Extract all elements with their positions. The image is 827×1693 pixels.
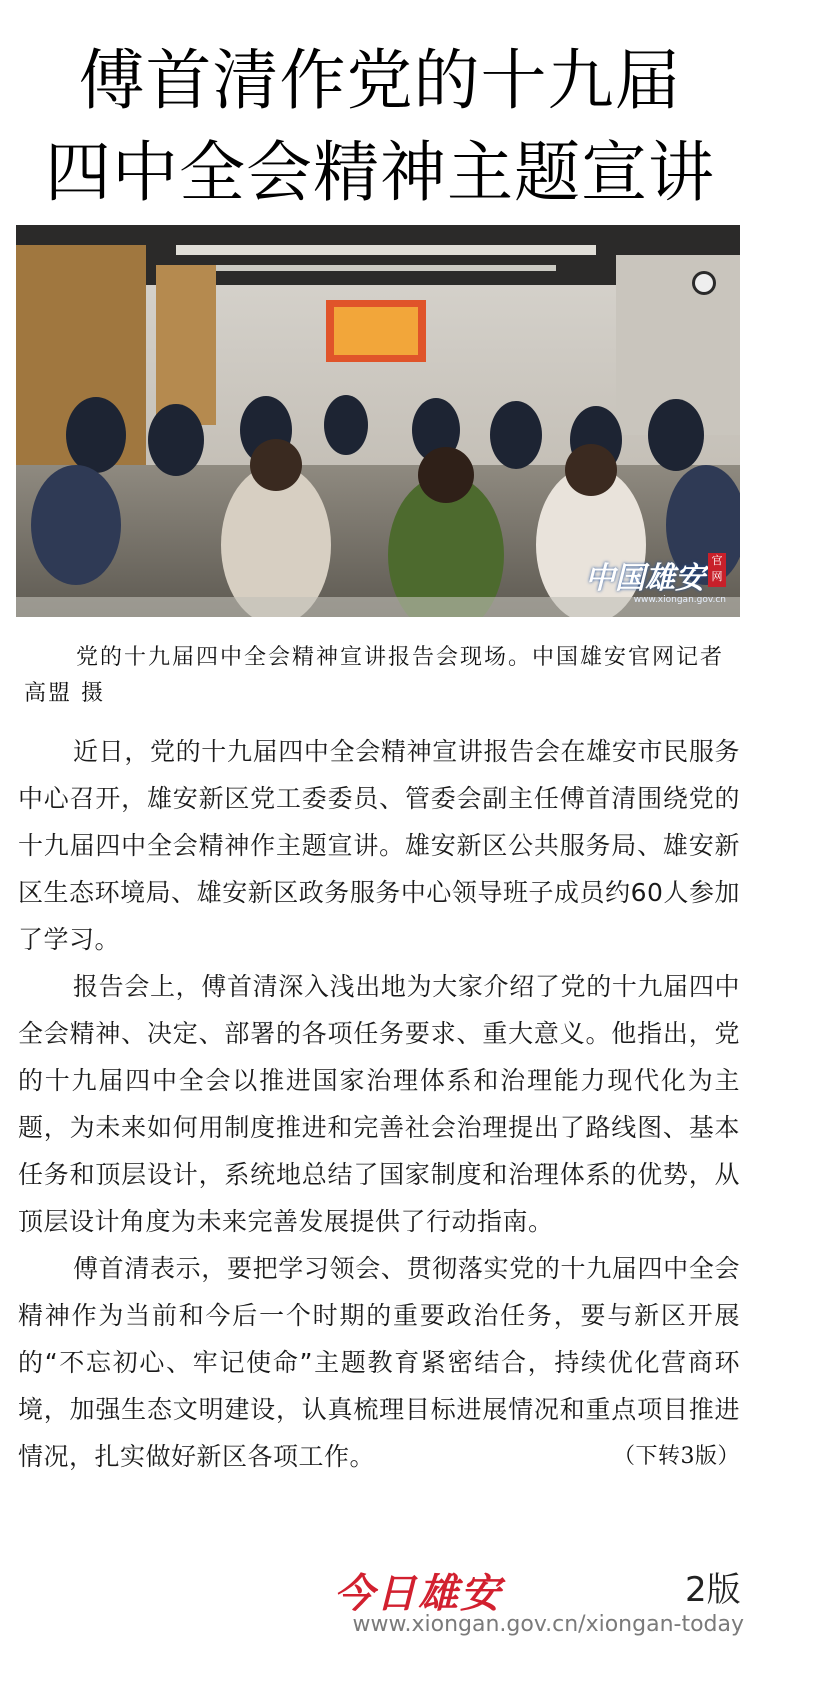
article-body	[18, 728, 740, 1480]
watermark-logo-text: 中国雄安	[585, 561, 705, 596]
news-photo	[16, 225, 740, 617]
paragraph-1: 近日，党的十九届四中全会精神宣讲报告会在雄安市民服务中心召开，雄安新区党工委委员、管委会副主任傅首清围绕党的十九届四中全会精神作主题宣讲。雄安新区公共服务局、雄安新区生态环境局、雄安新区政务服务中心领导班子成员约60人参加了学习。	[18, 737, 740, 954]
newspaper-brand: 今日雄安	[334, 1570, 502, 1617]
photo-watermark	[585, 553, 726, 605]
headline-line-1: 傅首清作党的十九届	[78, 42, 682, 120]
site-url: www.xiongan.gov.cn/xiongan-today	[352, 1612, 744, 1637]
paragraph-2: 报告会上，傅首清深入浅出地为大家介绍了党的十九届四中全会精神、决定、部署的各项任务要求、重大意义。他指出，党的十九届四中全会以推进国家治理体系和治理能力现代化为主题，为未来如何用制度推进和完善社会治理提出了路线图、基本任务和顶层设计，系统地总结了国家制度和治理体系的优势，从顶层设计角度为未来完善发展提供了行动指南。	[18, 972, 740, 1236]
paragraph-3-text: 傅首清表示，要把学习领会、贯彻落实党的十九届四中全会精神作为当前和今后一个时期的重要政治任务，要与新区开展的“不忘初心、牢记使命”主题教育紧密结合，持续优化营商环境，加强生态文明建设，认真梳理目标进展情况和重点项目推进情况，扎实做好新区各项工作。	[18, 1254, 740, 1471]
watermark-url: www.xiongan.gov.cn	[633, 595, 726, 605]
photo-caption: 党的十九届四中全会精神宣讲报告会现场。中国雄安官网记者高盟 摄	[24, 645, 725, 706]
headline-line-2: 四中全会精神主题宣讲	[45, 134, 715, 212]
page-number: 2版	[685, 1570, 741, 1610]
continued-on-page-note: （下转3版）	[613, 1444, 740, 1469]
watermark-seal: 官网	[708, 553, 726, 587]
headline	[0, 35, 760, 219]
paragraph-3	[18, 1245, 740, 1480]
